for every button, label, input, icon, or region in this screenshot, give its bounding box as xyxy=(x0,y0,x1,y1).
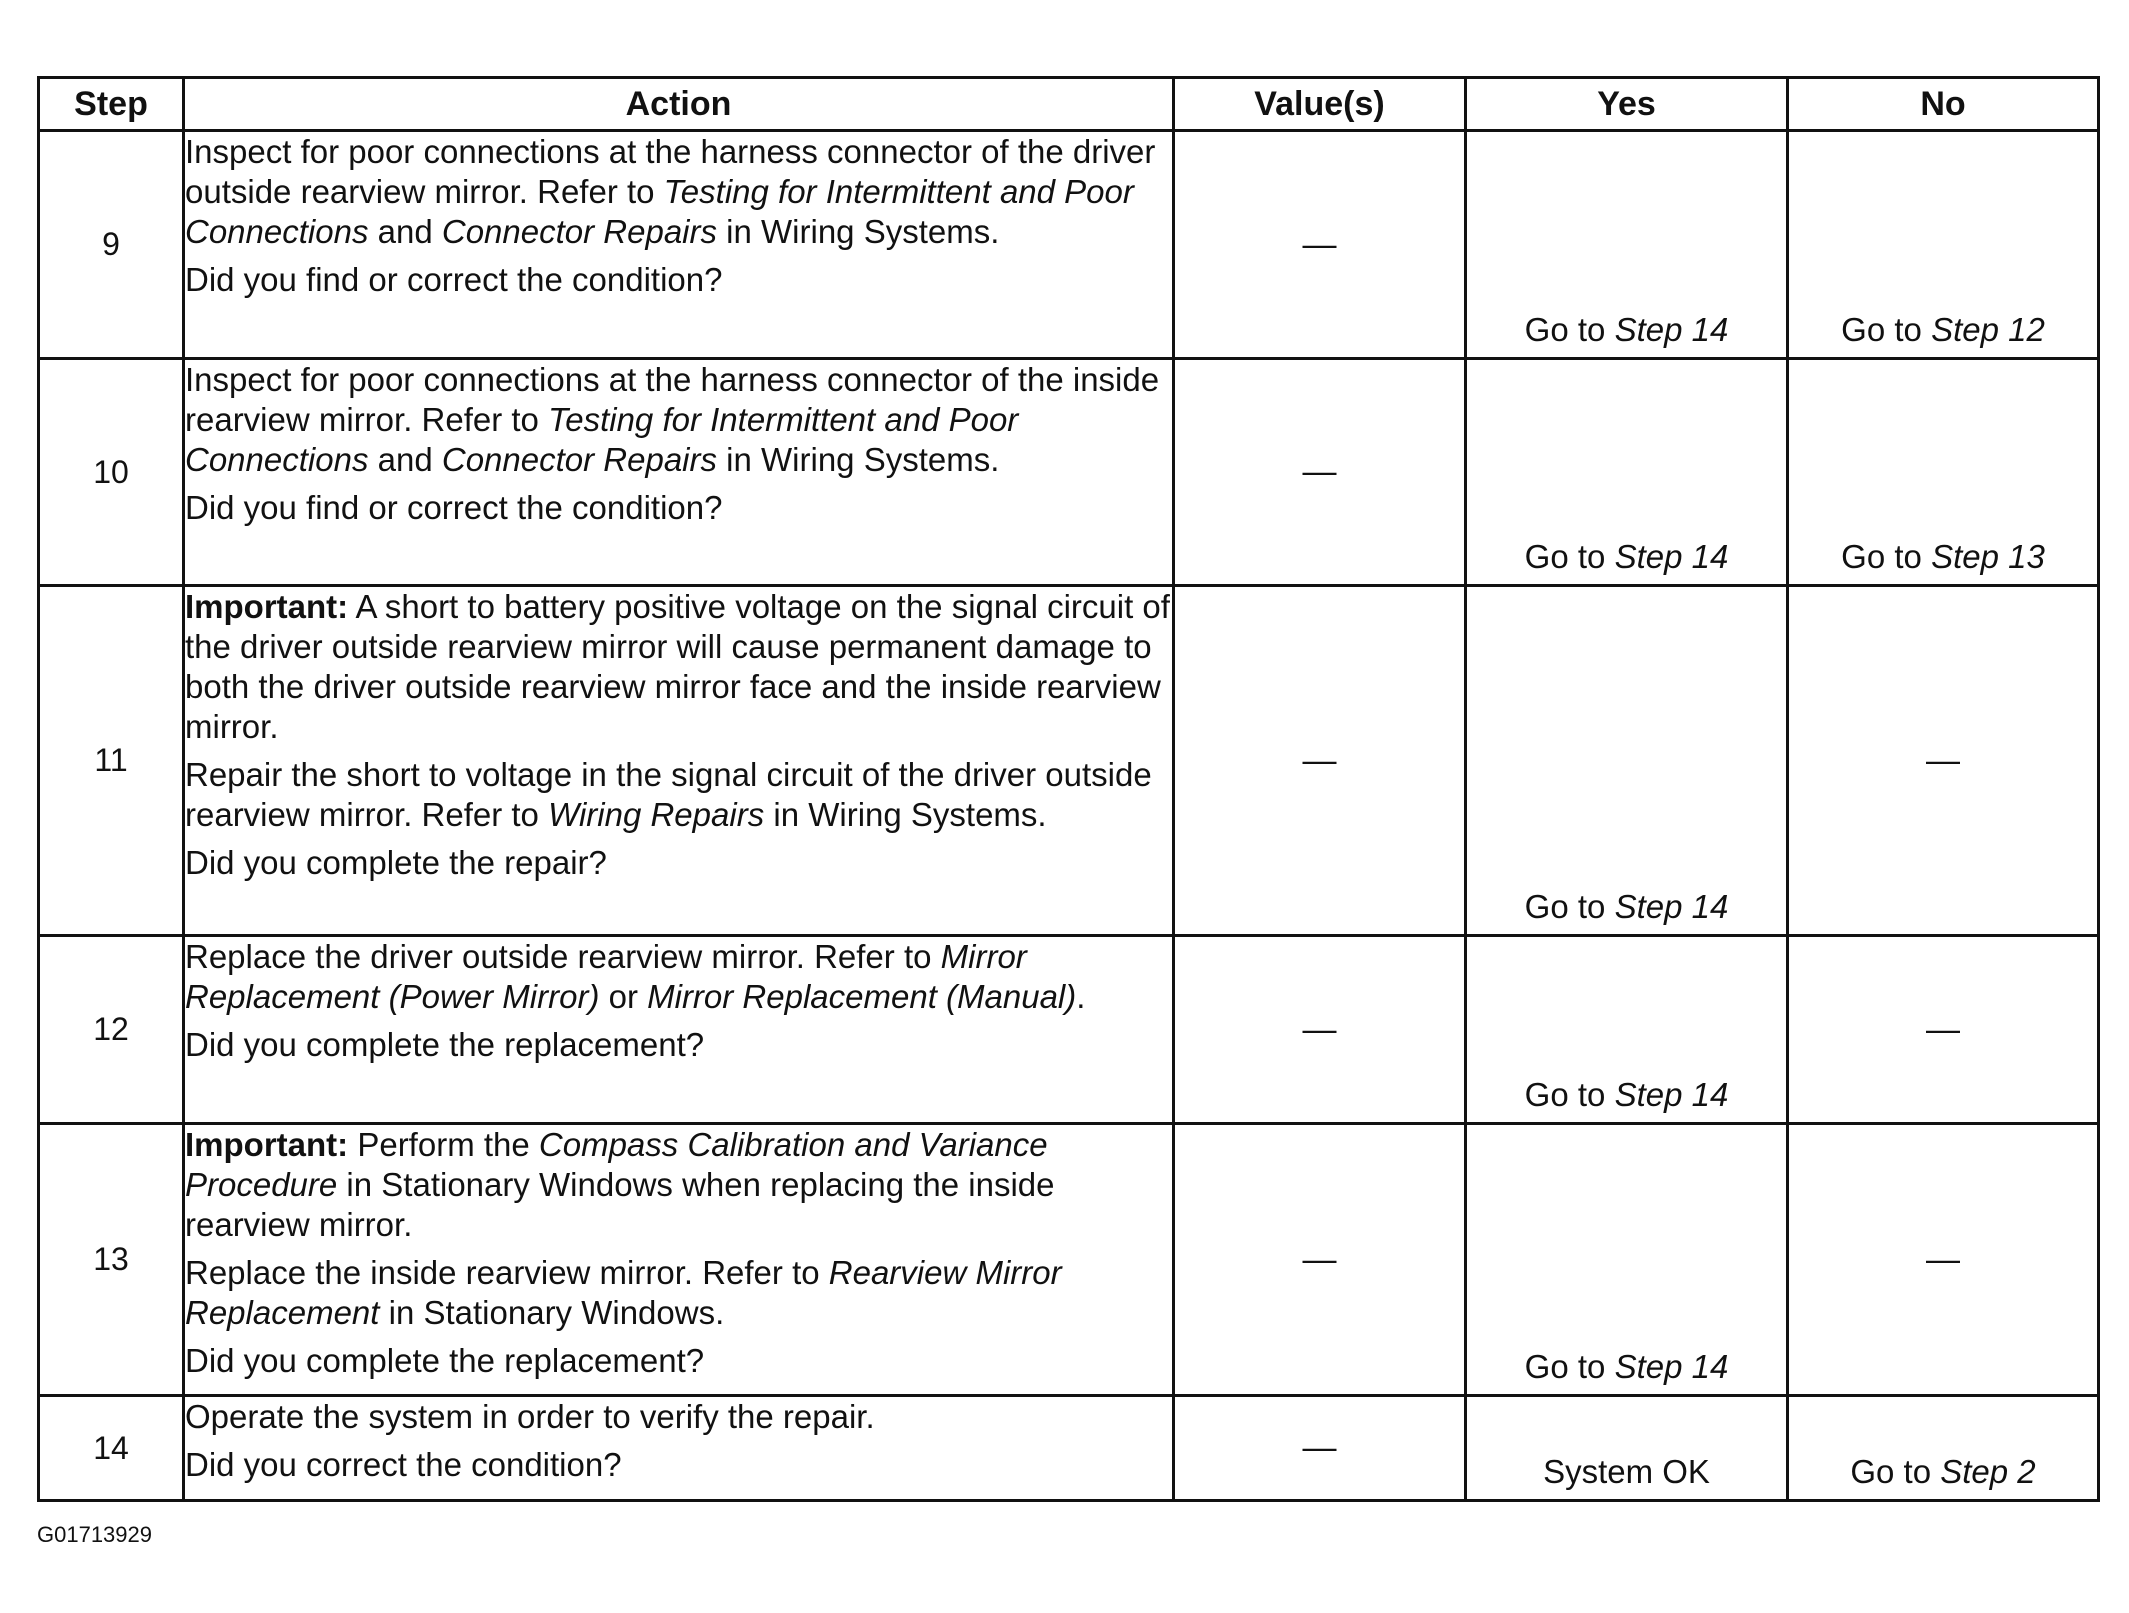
table-row-step-11 xyxy=(39,586,2099,936)
yes-result: System OK xyxy=(1543,1453,1710,1490)
yes-cell xyxy=(1466,586,1788,936)
step-number: 12 xyxy=(39,936,184,1124)
figure-id: G01713929 xyxy=(37,1522,152,1547)
action-question: Did you complete the replacement? xyxy=(185,1026,705,1063)
value-dash: — xyxy=(1302,741,1337,779)
table-row-step-13 xyxy=(39,1124,2099,1396)
header-no: No xyxy=(1788,78,2099,131)
action-question: Did you correct the condition? xyxy=(185,1446,622,1483)
value-dash: — xyxy=(1302,1010,1337,1048)
value-dash: — xyxy=(1302,225,1337,263)
no-cell xyxy=(1788,586,2099,936)
value-dash: — xyxy=(1302,452,1337,491)
value-dash: — xyxy=(1302,1428,1337,1467)
table-row-step-9 xyxy=(39,131,2099,359)
important-note: Important: Perform the Compass Calibration and Variance Procedure in Stationary Windows when replacing the inside rearview mirror. xyxy=(185,1126,1055,1243)
action-cell xyxy=(184,359,1174,586)
no-dash: — xyxy=(1926,1240,1960,1278)
no-goto: Go to Step 12 xyxy=(1841,311,2045,348)
yes-cell xyxy=(1466,131,1788,359)
yes-cell xyxy=(1466,1124,1788,1396)
value-cell xyxy=(1174,1124,1466,1396)
yes-cell xyxy=(1466,359,1788,586)
value-dash: — xyxy=(1302,1240,1337,1278)
diagnostic-table xyxy=(37,76,2100,1502)
table-row-step-10 xyxy=(39,359,2099,586)
table-row-step-12 xyxy=(39,936,2099,1124)
no-dash: — xyxy=(1926,1010,1960,1048)
action-text: Repair the short to voltage in the signal circuit of the driver outside rearview mirror. Refer to Wiring Repairs in Wiring Systems. xyxy=(185,756,1152,833)
step-number: 9 xyxy=(39,131,184,359)
header-row xyxy=(39,78,2099,131)
action-cell xyxy=(184,1396,1174,1501)
step-number: 11 xyxy=(39,586,184,936)
yes-goto: Go to Step 14 xyxy=(1524,1076,1729,1113)
action-question: Did you find or correct the condition? xyxy=(185,261,723,298)
yes-goto: Go to Step 14 xyxy=(1524,1348,1729,1385)
step-number: 10 xyxy=(39,359,184,586)
header-yes: Yes xyxy=(1466,78,1788,131)
no-goto: Go to Step 13 xyxy=(1841,538,2045,575)
action-question: Did you complete the repair? xyxy=(185,844,607,881)
important-note: Important: A short to battery positive voltage on the signal circuit of the driver outside rearview mirror will cause permanent damage to both the driver outside rearview mirror face and the inside rearview mirror. xyxy=(185,588,1170,745)
table-row-step-14 xyxy=(39,1396,2099,1501)
no-dash: — xyxy=(1926,741,1960,779)
action-cell xyxy=(184,936,1174,1124)
no-cell xyxy=(1788,1124,2099,1396)
action-text: Replace the inside rearview mirror. Refer to Rearview Mirror Replacement in Stationary Windows. xyxy=(185,1254,1062,1331)
value-cell xyxy=(1174,359,1466,586)
header-values: Value(s) xyxy=(1174,78,1466,131)
action-question: Did you find or correct the condition? xyxy=(185,489,723,526)
header-action: Action xyxy=(184,78,1174,131)
yes-cell xyxy=(1466,1396,1788,1501)
value-cell xyxy=(1174,936,1466,1124)
action-cell xyxy=(184,131,1174,359)
yes-cell xyxy=(1466,936,1788,1124)
value-cell xyxy=(1174,131,1466,359)
action-text: Operate the system in order to verify the repair. xyxy=(185,1398,875,1435)
action-text: Inspect for poor connections at the harness connector of the driver outside rearview mirror. Refer to Testing for Intermittent and Poor Connections and Connector Repairs in Wiring Systems. xyxy=(185,133,1156,250)
value-cell xyxy=(1174,586,1466,936)
action-text: Replace the driver outside rearview mirror. Refer to Mirror Replacement (Power Mirror) or Mirror Replacement (Manual). xyxy=(185,938,1086,1015)
yes-goto: Go to Step 14 xyxy=(1524,888,1729,925)
header-step: Step xyxy=(39,78,184,131)
yes-goto: Go to Step 14 xyxy=(1524,311,1729,348)
action-cell xyxy=(184,586,1174,936)
no-cell xyxy=(1788,131,2099,359)
action-cell xyxy=(184,1124,1174,1396)
action-text: Inspect for poor connections at the harness connector of the inside rearview mirror. Refer to Testing for Intermittent and Poor Connections and Connector Repairs in Wiring Systems. xyxy=(185,361,1160,478)
action-question: Did you complete the replacement? xyxy=(185,1342,705,1379)
no-cell xyxy=(1788,1396,2099,1501)
no-cell xyxy=(1788,936,2099,1124)
value-cell xyxy=(1174,1396,1466,1501)
step-number: 14 xyxy=(39,1396,184,1501)
no-cell xyxy=(1788,359,2099,586)
yes-goto: Go to Step 14 xyxy=(1524,538,1729,575)
step-number: 13 xyxy=(39,1124,184,1396)
no-goto: Go to Step 2 xyxy=(1850,1453,2036,1490)
